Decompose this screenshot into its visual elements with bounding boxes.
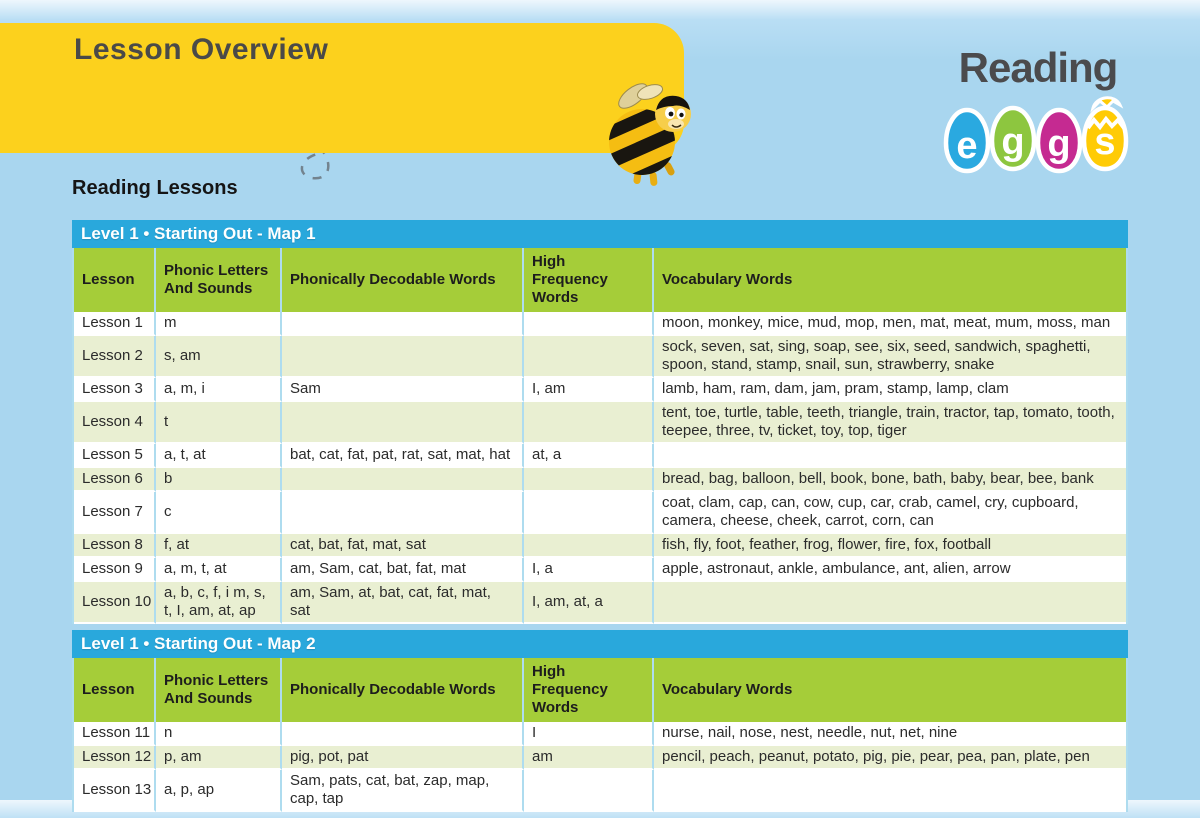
cell-lesson: Lesson 7	[74, 492, 156, 534]
cell-vocabulary: lamb, ham, ram, dam, jam, pram, stamp, lamp, clam	[654, 378, 1126, 402]
column-header-row	[74, 248, 1126, 312]
cell-lesson: Lesson 6	[74, 468, 156, 492]
cell-phonic: a, m, t, at	[156, 558, 282, 582]
table-row	[74, 534, 1126, 558]
column-header: High Frequency Words	[524, 248, 654, 312]
egg-g2-icon	[1038, 110, 1080, 171]
logo-word: Reading	[958, 44, 1118, 91]
cell-lesson: Lesson 13	[74, 770, 156, 812]
table-row	[74, 336, 1126, 378]
cell-phonic: a, m, i	[156, 378, 282, 402]
egg-s-cracked-icon	[1084, 98, 1126, 169]
cell-decodable	[282, 468, 524, 492]
section-title-bar: Level 1 • Starting Out - Map 2	[72, 630, 1128, 658]
lesson-table-section	[72, 220, 1128, 624]
table-row	[74, 770, 1126, 812]
cell-high-frequency: I, am	[524, 378, 654, 402]
cell-high-frequency	[524, 534, 654, 558]
cell-lesson: Lesson 3	[74, 378, 156, 402]
cell-high-frequency: I	[524, 722, 654, 746]
svg-text:g: g	[1047, 123, 1071, 165]
column-header: Lesson	[74, 248, 156, 312]
cell-lesson: Lesson 11	[74, 722, 156, 746]
cell-vocabulary: pencil, peach, peanut, potato, pig, pie, pear, pea, pan, plate, pen	[654, 746, 1126, 770]
cell-high-frequency: I, a	[524, 558, 654, 582]
cell-lesson: Lesson 12	[74, 746, 156, 770]
cell-vocabulary: bread, bag, balloon, bell, book, bone, bath, baby, bear, bee, bank	[654, 468, 1126, 492]
table-row	[74, 444, 1126, 468]
reading-eggs-logo	[942, 46, 1134, 185]
table-row	[74, 378, 1126, 402]
page-title: Lesson Overview	[74, 33, 329, 66]
cell-decodable: Sam, pats, cat, bat, zap, map, cap, tap	[282, 770, 524, 812]
column-header: High Frequency Words	[524, 658, 654, 722]
section-heading: Reading Lessons	[72, 177, 238, 199]
cell-phonic: a, t, at	[156, 444, 282, 468]
cell-decodable	[282, 336, 524, 378]
cell-vocabulary: apple, astronaut, ankle, ambulance, ant, alien, arrow	[654, 558, 1126, 582]
cell-high-frequency	[524, 402, 654, 444]
egg-g1-icon	[992, 108, 1034, 169]
cell-vocabulary: coat, clam, cap, can, cow, cup, car, crab, camel, cry, cupboard, camera, cheese, cheek, carrot, corn, can	[654, 492, 1126, 534]
column-header: Vocabulary Words	[654, 248, 1126, 312]
cell-lesson: Lesson 2	[74, 336, 156, 378]
column-header: Phonically Decodable Words	[282, 658, 524, 722]
cell-vocabulary	[654, 770, 1126, 812]
lesson-table	[72, 248, 1128, 624]
cell-high-frequency	[524, 336, 654, 378]
cell-decodable: am, Sam, at, bat, cat, fat, mat, sat	[282, 582, 524, 624]
cell-high-frequency	[524, 492, 654, 534]
cell-vocabulary: moon, monkey, mice, mud, mop, men, mat, meat, mum, moss, man	[654, 312, 1126, 336]
cell-lesson: Lesson 1	[74, 312, 156, 336]
cell-high-frequency	[524, 770, 654, 812]
cell-phonic: m	[156, 312, 282, 336]
cell-phonic: p, am	[156, 746, 282, 770]
lesson-table	[72, 658, 1128, 812]
cell-phonic: n	[156, 722, 282, 746]
column-header: Phonically Decodable Words	[282, 248, 524, 312]
section-title-bar: Level 1 • Starting Out - Map 1	[72, 220, 1128, 248]
svg-text:g: g	[1001, 121, 1025, 163]
cell-high-frequency	[524, 312, 654, 336]
cell-phonic: a, b, c, f, i m, s, t, I, am, at, ap	[156, 582, 282, 624]
cell-vocabulary: fish, fly, foot, feather, frog, flower, fire, fox, football	[654, 534, 1126, 558]
logo-eggs-icon	[943, 92, 1133, 180]
cell-phonic: a, p, ap	[156, 770, 282, 812]
svg-text:e: e	[956, 125, 978, 167]
cell-lesson: Lesson 8	[74, 534, 156, 558]
cell-high-frequency: am	[524, 746, 654, 770]
table-row	[74, 746, 1126, 770]
column-header: Phonic Letters And Sounds	[156, 658, 282, 722]
column-header: Lesson	[74, 658, 156, 722]
cell-phonic: t	[156, 402, 282, 444]
cell-decodable	[282, 722, 524, 746]
column-header: Vocabulary Words	[654, 658, 1126, 722]
cell-decodable	[282, 492, 524, 534]
cell-vocabulary	[654, 444, 1126, 468]
egg-e-icon	[946, 110, 988, 171]
cell-decodable	[282, 312, 524, 336]
cell-decodable: cat, bat, fat, mat, sat	[282, 534, 524, 558]
table-row	[74, 312, 1126, 336]
cell-vocabulary	[654, 582, 1126, 624]
cell-phonic: c	[156, 492, 282, 534]
cell-decodable: pig, pot, pat	[282, 746, 524, 770]
cell-vocabulary: nurse, nail, nose, nest, needle, nut, net, nine	[654, 722, 1126, 746]
cell-high-frequency: at, a	[524, 444, 654, 468]
svg-text:s: s	[1094, 121, 1116, 163]
cell-lesson: Lesson 5	[74, 444, 156, 468]
tables	[72, 220, 1128, 818]
cell-high-frequency	[524, 468, 654, 492]
table-row	[74, 492, 1126, 534]
cell-phonic: f, at	[156, 534, 282, 558]
cell-phonic: b	[156, 468, 282, 492]
cell-lesson: Lesson 4	[74, 402, 156, 444]
cell-high-frequency: I, am, at, a	[524, 582, 654, 624]
cell-phonic: s, am	[156, 336, 282, 378]
cell-vocabulary: sock, seven, sat, sing, soap, see, six, seed, sandwich, spaghetti, spoon, stand, stamp, snail, sun, strawberry, snake	[654, 336, 1126, 378]
table-row	[74, 582, 1126, 624]
bee-illustration	[600, 80, 700, 188]
table-row	[74, 468, 1126, 492]
table-row	[74, 558, 1126, 582]
table-row	[74, 722, 1126, 746]
cell-decodable: Sam	[282, 378, 524, 402]
column-header-row	[74, 658, 1126, 722]
cell-vocabulary: tent, toe, turtle, table, teeth, triangle, train, tractor, tap, tomato, tooth, teepee, three, tv, ticket, toy, top, tiger	[654, 402, 1126, 444]
cell-decodable: bat, cat, fat, pat, rat, sat, mat, hat	[282, 444, 524, 468]
table-row	[74, 402, 1126, 444]
cell-decodable: am, Sam, cat, bat, fat, mat	[282, 558, 524, 582]
cell-decodable	[282, 402, 524, 444]
cell-lesson: Lesson 10	[74, 582, 156, 624]
cell-lesson: Lesson 9	[74, 558, 156, 582]
column-header: Phonic Letters And Sounds	[156, 248, 282, 312]
lesson-table-section	[72, 630, 1128, 812]
